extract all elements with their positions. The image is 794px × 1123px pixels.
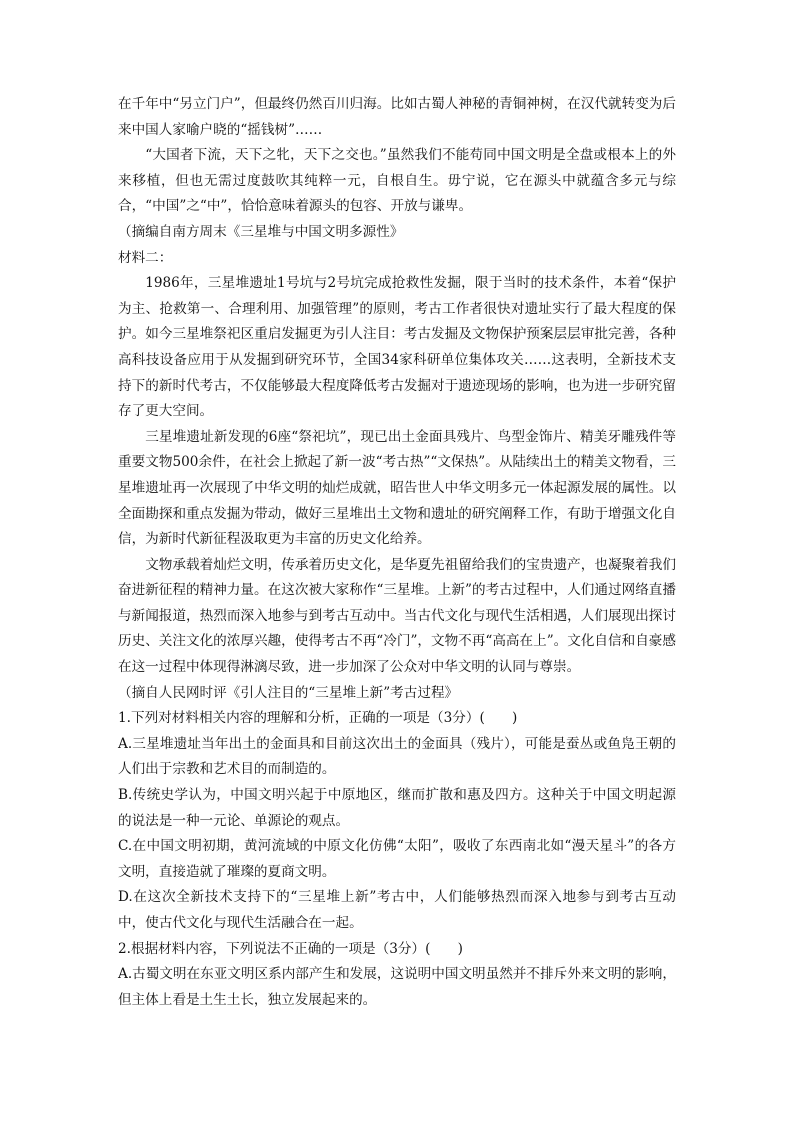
- answer-option-a: A.三星堆遗址当年出土的金面具和目前这次出土的金面具（残片），可能是蚕丛或鱼凫王朝的人们出于宗教和艺术目的而制造的。: [118, 735, 676, 778]
- source-citation: （摘编自南方周末《三星堆与中国文明多源性》: [118, 223, 404, 240]
- material2-paragraph: 文物承载着灿烂文明，传承着历史文化，是华夏先祖留给我们的宝贵遗产，也凝聚着我们奋进新征程的精神力量。在这次被大家称作“三星堆。上新”的考古过程中，人们通过网络直播与新闻报道，热烈而深入地参与到考古互动中。当古代文化与现代生活相遇，人们展现出探讨历史、关注文化的浓厚兴趣，使得考古不再“冷门”，文物不再“高高在上”。文化自信和自豪感在这一过程中体现得淋漓尽致，进一步加深了公众对中华文明的认同与尊崇。: [118, 556, 676, 676]
- question-stem: 2.根据材料内容，下列说法不正确的一项是（3分）( ): [118, 940, 463, 957]
- material2-paragraph: 1986年，三星堆遗址1号坑与2号坑完成抢救性发掘，限于当时的技术条件，本着“保护为主、抢救第一、合理利用、加强管理”的原则，考古工作者很快对遗址实行了最大程度的保护。如今三星堆祭祀区重启发掘更为引人注目：考古发掘及文物保护预案层层审批完善，各种高科技设备应用于从发掘到研究环节，全国34家科研单位集体攻关……这表明，全新技术支持下的新时代考古，不仅能够最大程度降低考古发掘对于遗迹现场的影响，也为进一步研究留存了更大空间。: [118, 275, 676, 420]
- answer-option-c: C.在中国文明初期，黄河流域的中原文化仿佛“太阳”，吸收了东西南北如“漫天星斗”的各方文明，直接造就了璀璨的夏商文明。: [118, 838, 676, 880]
- document-body: [118, 92, 676, 1013]
- material2-paragraph: 三星堆遗址新发现的6座“祭祀坑”，现已出土金面具残片、鸟型金饰片、精美牙雕残件等重要文物500余件，在社会上掀起了新一波“考古热”“文保热”。从陆续出土的精美文物看，三星堆遗址再一次展现了中华文明的灿烂成就，昭告世人中华文明多元一体起源发展的属性。以全面勘探和重点发掘为带动，做好三星堆出土文物和遗址的研究阐释工作，有助于增强文化自信，为新时代新征程汲取更为丰富的历史文化给养。: [118, 428, 676, 548]
- material1-paragraph: 在千年中“另立门户”，但最终仍然百川归海。比如古蜀人神秘的青铜神树，在汉代就转变为后来中国人家喻户晓的“摇钱树”……: [118, 96, 676, 138]
- answer-option-a: A.古蜀文明在东亚文明区系内部产生和发展，这说明中国文明虽然并不排斥外来文明的影响，但主体上看是土生土长，独立发展起来的。: [118, 966, 676, 1008]
- section-heading: 材料二：: [118, 249, 173, 266]
- answer-option-d: D.在这次全新技术支持下的“三星堆上新”考古中，人们能够热烈而深入地参与到考古互动中，使古代文化与现代生活融合在一起。: [118, 889, 676, 931]
- question-stem: 1.下列对材料相关内容的理解和分析，正确的一项是（3分）( ): [118, 710, 518, 727]
- source-citation: （摘自人民网时评《引人注目的“三星堆上新”考古过程》: [118, 684, 459, 701]
- answer-option-b: B.传统史学认为，中国文明兴起于中原地区，继而扩散和惠及四方。这种关于中国文明起源的说法是一种一元论、单源论的观点。: [118, 787, 676, 829]
- material1-paragraph: “大国者下流，天下之牝，天下之交也。”虽然我们不能苟同中国文明是全盘或根本上的外来移植，但也无需过度鼓吹其纯粹一元，自根自生。毋宁说，它在源头中就蕴含多元与综合，“中国”之“中”，恰恰意味着源头的包容、开放与谦卑。: [118, 147, 676, 215]
